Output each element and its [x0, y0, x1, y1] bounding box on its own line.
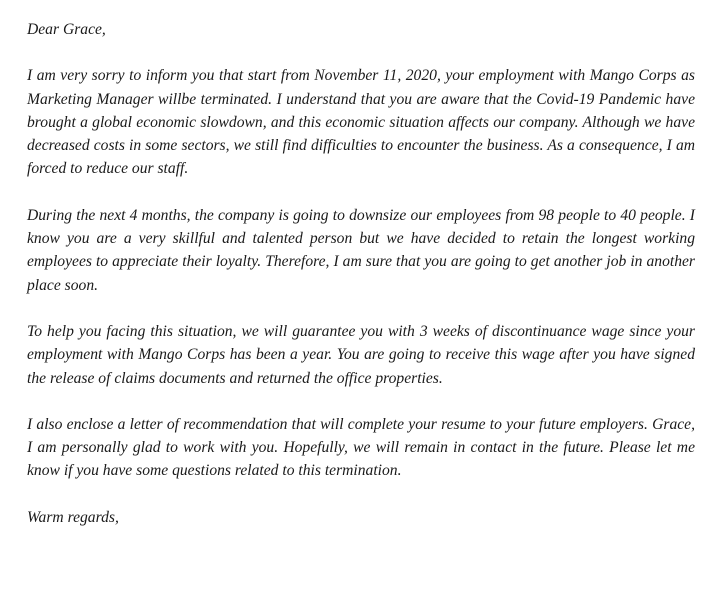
paragraph-discontinuance-wage: To help you facing this situation, we will guarantee you with 3 weeks of discontinuance wage since your employment with Mango Corps has been a year. You are going to receive this wage after you have signed the release of claims documents and returned the office properties.: [27, 322, 695, 387]
closing: Warm regards,: [27, 508, 119, 526]
letter-body: [27, 18, 695, 529]
greeting: Dear Grace,: [27, 21, 106, 38]
paragraph-recommendation: I also enclose a letter of recommendation that will complete your resume to your future employers. Grace, I am personally glad to work with you. Hopefully, we will remain in contact in the future. Please let me know if you have some questions related to this termination.: [27, 415, 695, 480]
paragraph-termination-notice: I am very sorry to inform you that start from November 11, 2020, your employment with Mango Corps as Marketing Manager willbe terminated. I understand that you are aware that the Covid-19 Pandemic have brought a global economic slowdown, and this economic situation affects our company. Although we have decreased costs in some sectors, we still find difficulties to encounter the business. As a consequence, I am forced to reduce our staff.: [27, 67, 695, 178]
paragraph-downsizing: During the next 4 months, the company is going to downsize our employees from 98 people to 40 people. I know you are a very skillful and talented person but we have decided to retain the longest working employees to appreciate their loyalty. Therefore, I am sure that you are going to get another job in another place soon.: [27, 206, 695, 294]
